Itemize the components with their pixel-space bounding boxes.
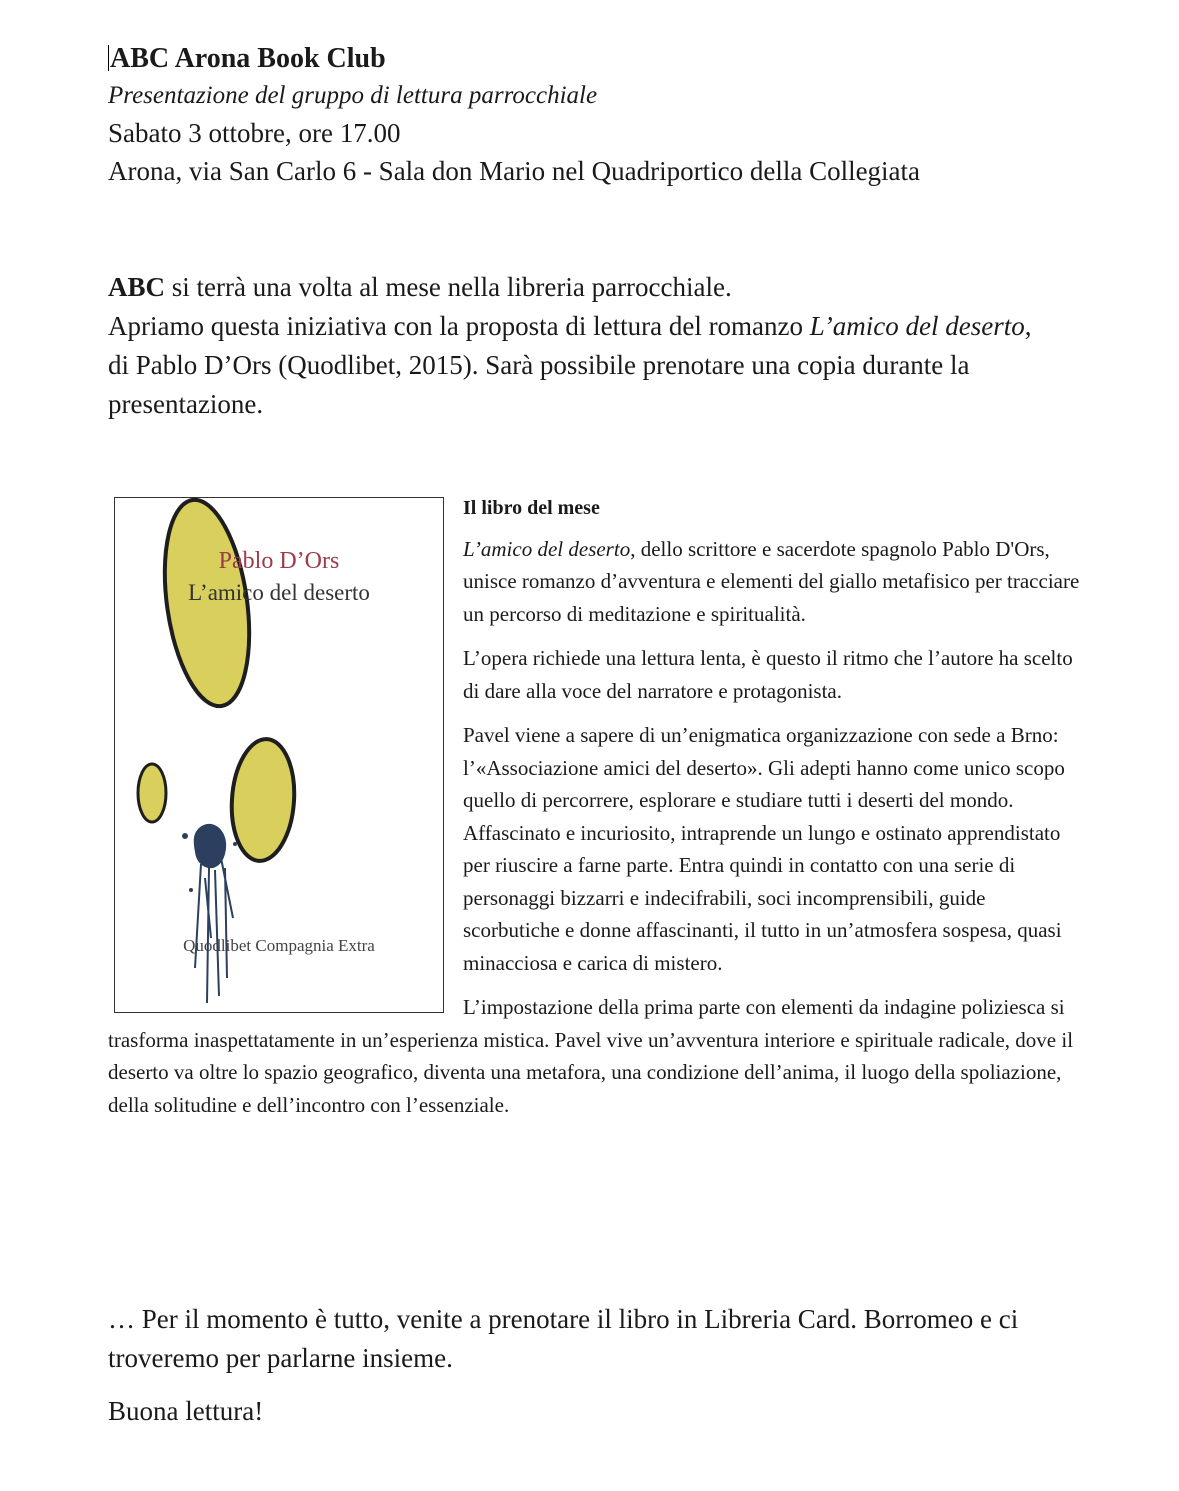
intro-p1-text: si terrà una volta al mese nella libreria parrocchiale. — [165, 272, 732, 302]
intro-paragraph-1 — [108, 268, 1048, 307]
cover-title: L’amico del deserto — [188, 580, 370, 605]
title-text: ABC Arona Book Club — [110, 43, 386, 74]
cover-artwork — [115, 498, 443, 1012]
intro-book-title: L’amico del deserto — [809, 311, 1025, 341]
book-cover-image — [114, 497, 444, 1013]
abc-bold: ABC — [108, 272, 166, 302]
intro-p2-after: , di Pablo D’Ors (Quodlibet, 2015). Sarà possibile prenotare una copia durante la presentazione. — [108, 311, 1032, 419]
intro-p2-before: Apriamo questa iniziativa con la proposta di lettura del romanzo — [108, 311, 810, 341]
closing-greeting: Buona lettura! — [108, 1396, 264, 1426]
cover-publisher: Quodlibet Compagnia Extra — [183, 936, 375, 955]
book-paragraph-3: Pavel viene a sapere di un’enigmatica organizzazione con sede a Brno: l’«Associazione amici del deserto». Gli adepti hanno come unico scopo quello di percorrere, esplorare e studiare tutti i deserti del mondo. Affascinato e incuriosito, intraprende un lungo e ostinato apprendistato per riuscire a farne parte. Entra quindi in contatto con una serie di personaggi bizzarri e indecifrabili, soci incomprensibili, guide scorbutiche e donne affascinanti, il tutto in un’atmosfera sospesa, quasi minacciosa e carica di mistero. — [463, 723, 1065, 975]
book-p1-text: , dello scrittore e sacerdote spagnolo Pablo D'Ors, unisce romanzo d’avventura e elementi del giallo metafisico per tracciare un percorso di meditazione e spiritualità. — [463, 536, 1080, 626]
closing-section — [108, 1300, 1088, 1445]
document-subtitle: Presentazione del gruppo di lettura parrocchiale — [108, 82, 598, 109]
intro-paragraph-2 — [108, 307, 1048, 424]
book-title-italic: L’amico del deserto — [463, 536, 631, 561]
book-paragraph-4: L’impostazione della prima parte con elementi da indagine poliziesca si trasforma inaspettatamente in un’esperienza mistica. Pavel vive un’avventura interiore e spirituale radicale, dove il deserto va oltre lo spazio geografico, diventa una metafora, una condizione dell’anima, il luogo della spoliazione, della solitudine e dell’incontro con l’essenziale. — [108, 995, 1074, 1117]
closing-paragraph: … Per il momento è tutto, venite a prenotare il libro in Libreria Card. Borromeo e ci troveremo per parlarne insieme. — [108, 1304, 1019, 1373]
document-title — [108, 40, 1108, 78]
event-date: Sabato 3 ottobre, ore 17.00 — [108, 118, 401, 148]
document-header — [108, 40, 1108, 190]
intro-section — [108, 268, 1048, 424]
text-cursor — [108, 45, 109, 71]
book-heading: Il libro del mese — [463, 497, 600, 519]
event-location: Arona, via San Carlo 6 - Sala don Mario nel Quadriportico della Collegiata — [108, 156, 921, 186]
cover-author: Pablo D’Ors — [218, 548, 340, 574]
book-paragraph-2: L’opera richiede una lettura lenta, è questo il ritmo che l’autore ha scelto di dare alla voce del narratore e protagonista. — [463, 646, 1073, 703]
